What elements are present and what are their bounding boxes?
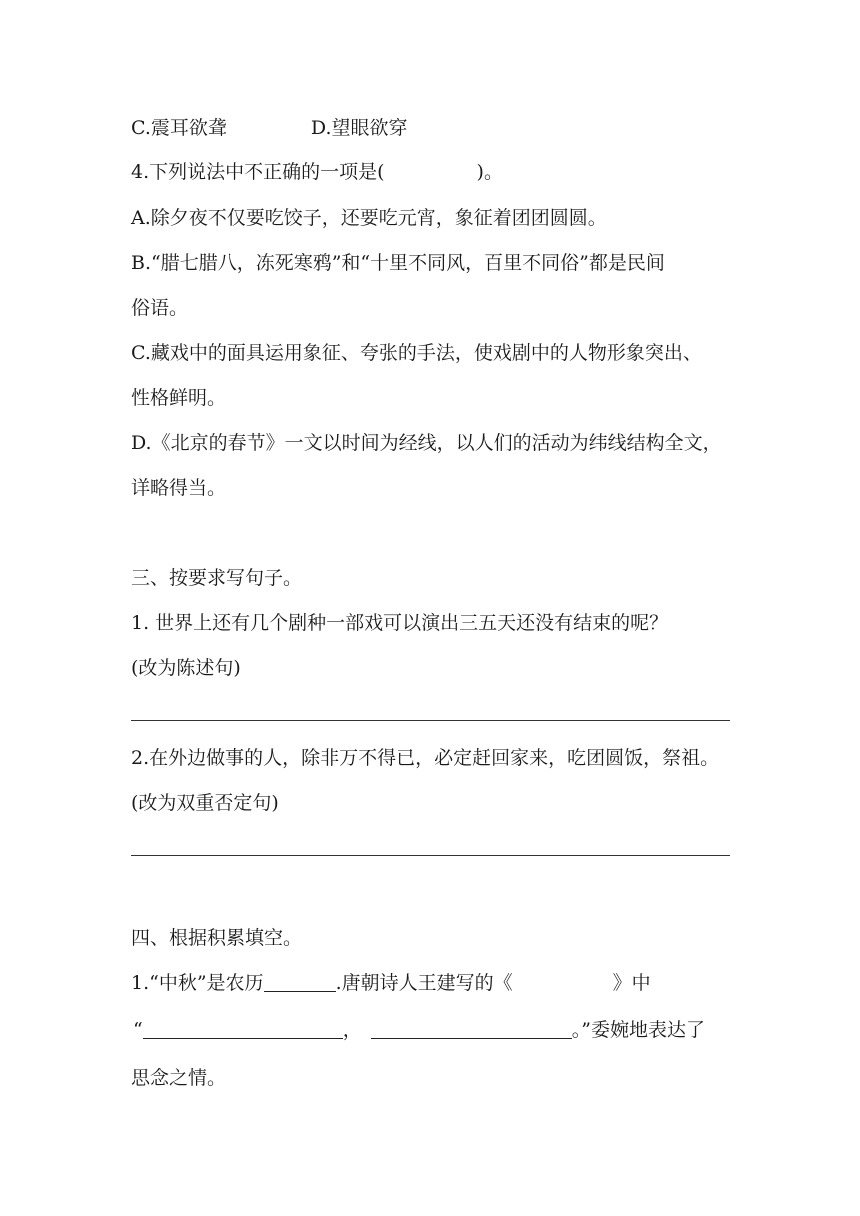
q4-option-d-line1: D.《北京的春节》一文以时间为经线，以人们的活动为纬线结构全文， — [131, 432, 722, 454]
q3-option-d: D.望眼欲穿 — [310, 117, 408, 139]
section4-heading: 四、根据积累填空。 — [131, 927, 303, 949]
s4-q1-line3: 思念之情。 — [131, 1067, 227, 1089]
section3-heading: 三、按要求写句子。 — [131, 567, 303, 589]
s4-q1-line1 — [131, 971, 651, 995]
s4-q1-blank-verse1[interactable] — [143, 1018, 343, 1039]
s4-q1-open-quote: “ — [133, 1019, 143, 1041]
s4-q1-line2 — [133, 1018, 705, 1042]
s4-q1-text-c: 》中 — [612, 972, 651, 994]
q3-option-c: C.震耳欲聋 — [131, 117, 227, 139]
q4-option-a: A.除夕夜不仅要吃饺子，还要吃元宵，象征着团团圆圆。 — [131, 207, 607, 229]
s4-q1-text-end: 。”委婉地表达了 — [571, 1019, 705, 1041]
s3-q1-answer-line[interactable] — [131, 720, 730, 721]
s3-q2-line1: 2.在外边做事的人，除非万不得已，必定赶回家来，吃团圆饭，祭祖。 — [131, 747, 720, 769]
s4-q1-blank-verse2[interactable] — [371, 1018, 572, 1039]
s3-q1-instruction: (改为陈述句) — [131, 657, 241, 679]
s4-q1-text-b: .唐朝诗人王建写的《 — [335, 972, 513, 994]
q4-stem-text: 4.下列说法中不正确的一项是( — [131, 161, 385, 183]
q4-option-c-line1: C.藏戏中的面具运用象征、夸张的手法，使戏剧中的人物形象突出、 — [131, 342, 702, 364]
s3-q2-answer-line[interactable] — [131, 855, 730, 856]
q4-option-c-line2: 性格鲜明。 — [131, 387, 227, 409]
q4-option-b-line1: B.“腊七腊八，冻死寒鸦”和“十里不同风，百里不同俗”都是民间 — [131, 252, 665, 274]
q4-option-d-line2: 详略得当。 — [131, 477, 227, 499]
s4-q1-comma: ， — [342, 1019, 362, 1041]
q4-stem-close: )。 — [476, 161, 503, 183]
q4-option-b-line2: 俗语。 — [131, 297, 189, 319]
s3-q1-line1: 1. 世界上还有几个剧种一部戏可以演出三五天还没有结束的呢？ — [131, 612, 669, 634]
s4-q1-text-a: 1.“中秋”是农历 — [131, 972, 264, 994]
q4-stem — [131, 160, 503, 184]
s4-q1-blank-month[interactable] — [264, 971, 336, 992]
s3-q2-instruction: (改为双重否定句) — [131, 792, 279, 814]
q3-options-row — [131, 116, 408, 140]
